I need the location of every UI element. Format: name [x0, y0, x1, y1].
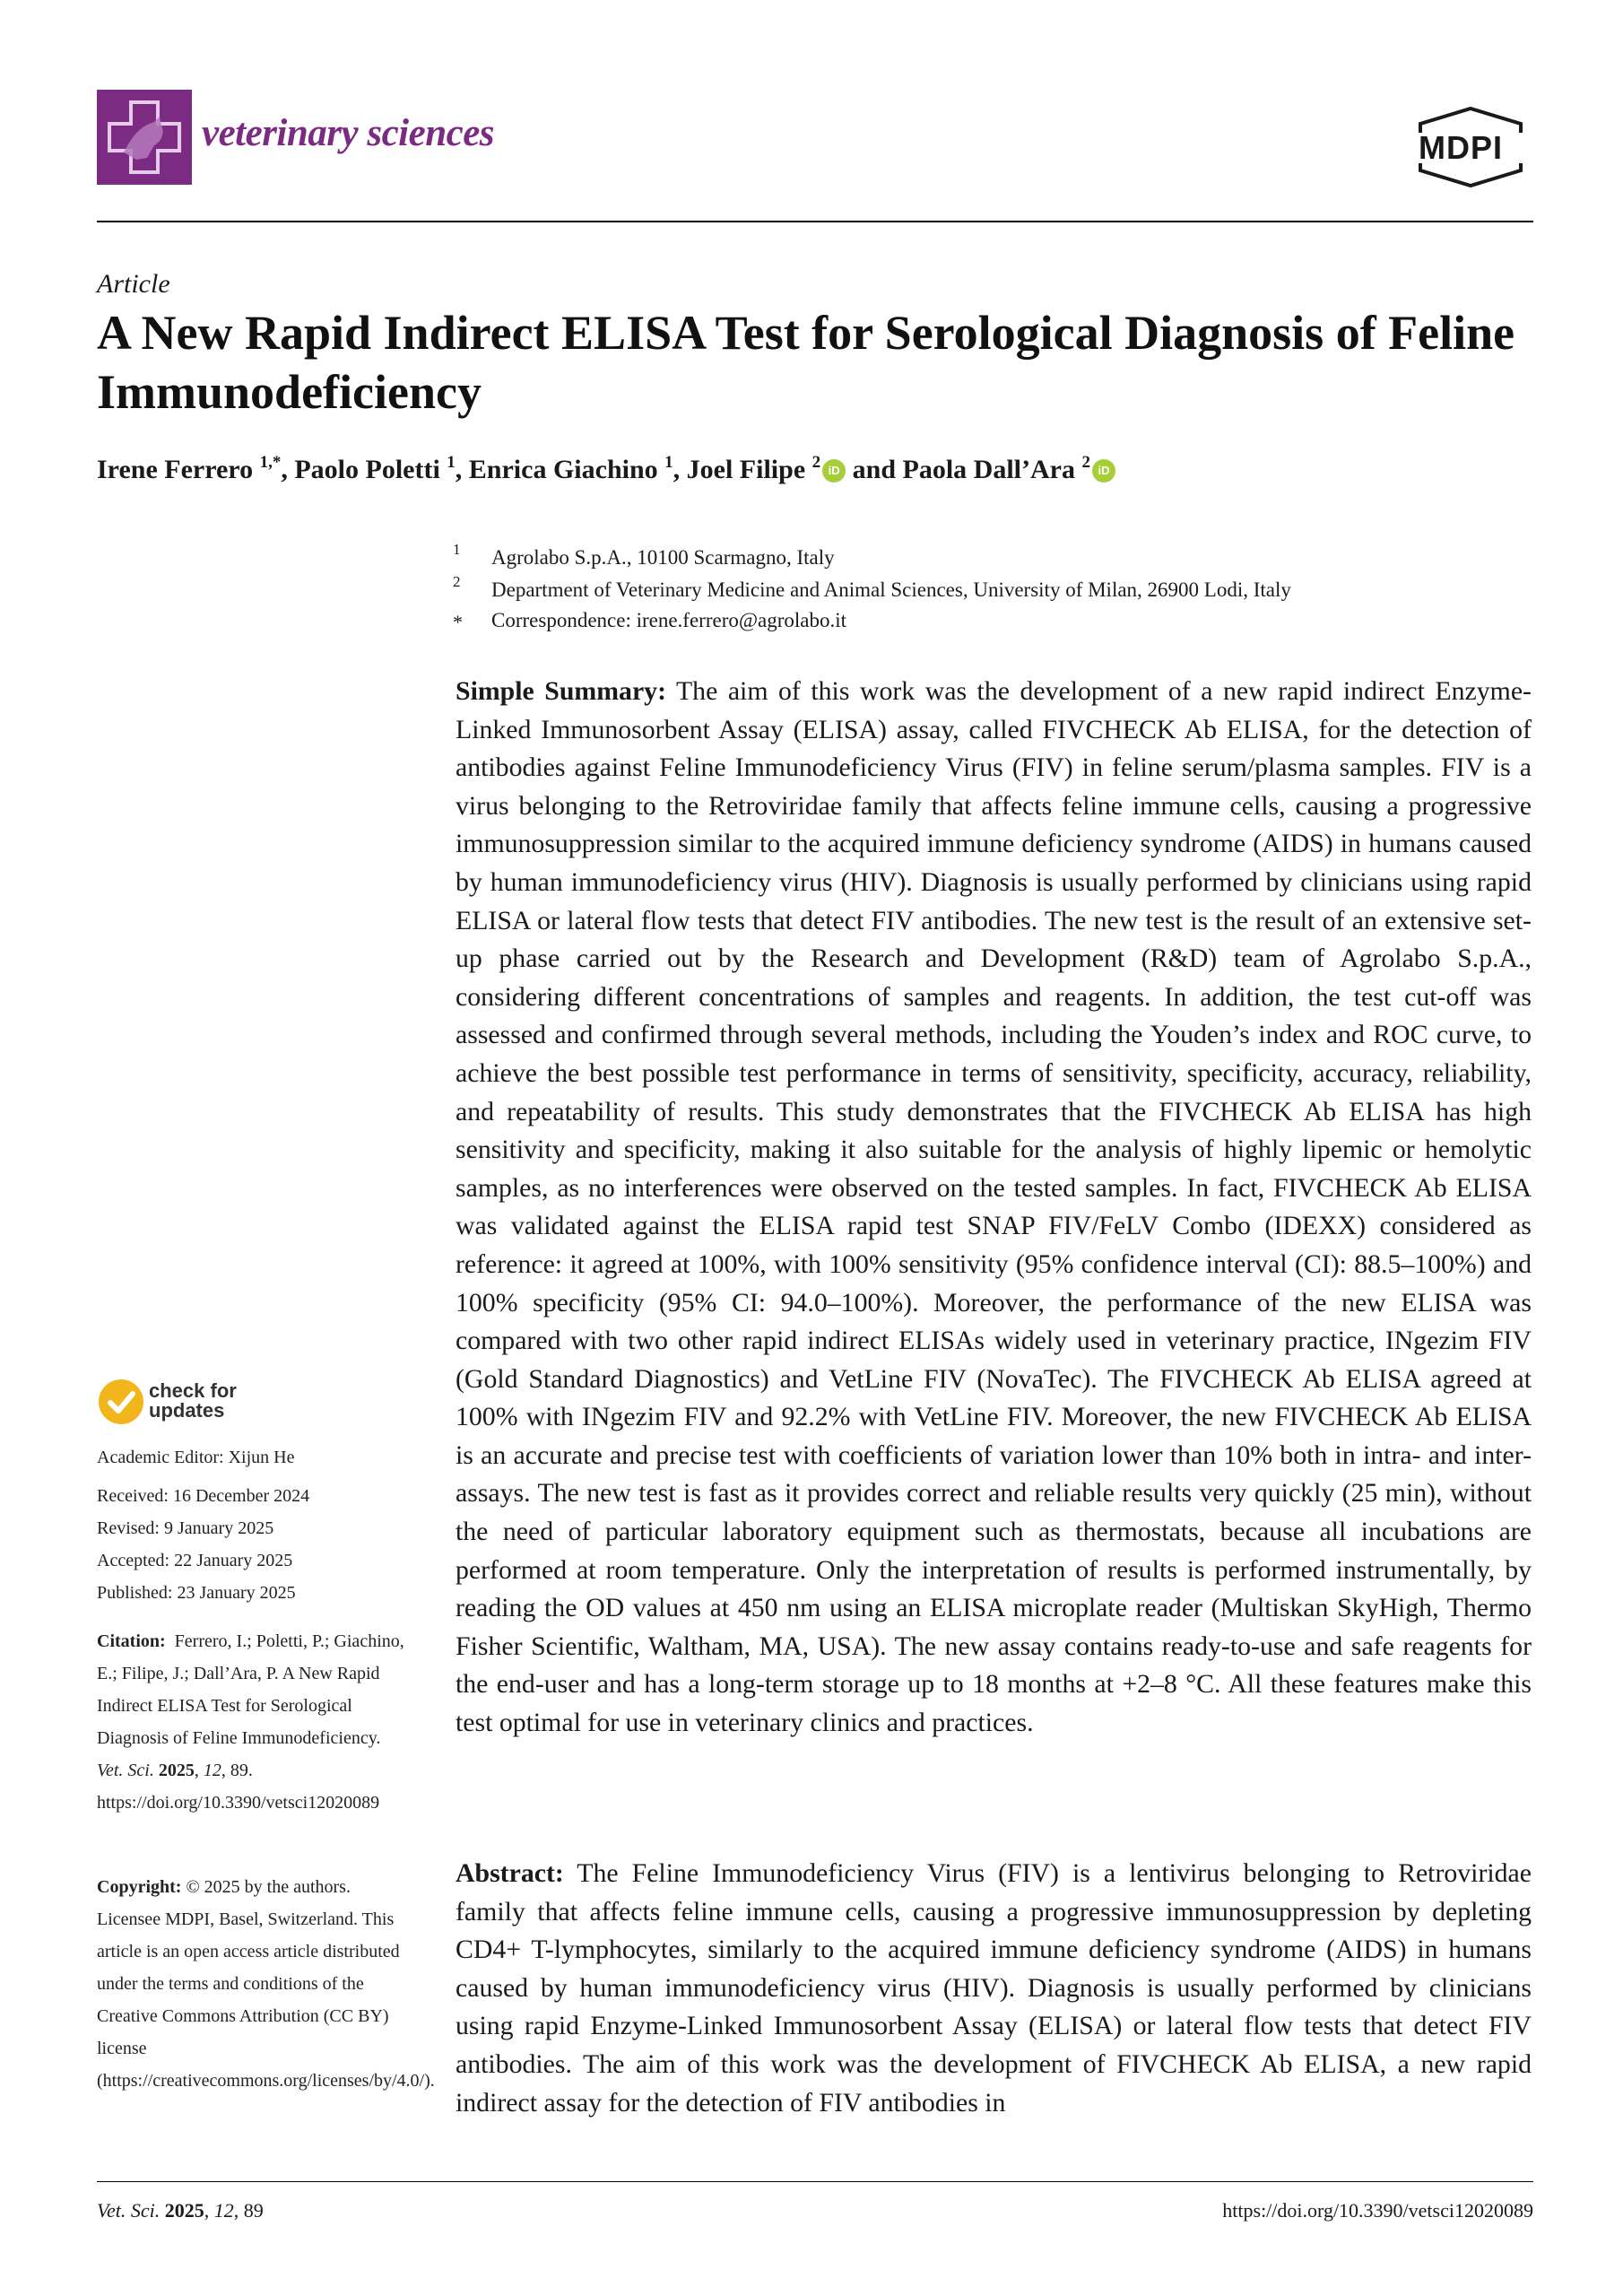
check-updates-icon	[97, 1378, 145, 1426]
author-affiliation-mark: 2	[1081, 453, 1090, 472]
copyright-label: Copyright:	[97, 1877, 182, 1897]
check-updates-label	[149, 1381, 237, 1421]
check-updates-line1: check for	[149, 1379, 237, 1402]
footer-journal: Vet. Sci.	[97, 2199, 161, 2222]
author-separator: ,	[673, 455, 687, 484]
orcid-icon[interactable]: iD	[822, 459, 846, 483]
affiliation-mark: 2	[453, 573, 461, 590]
received-date: Received: 16 December 2024	[97, 1486, 310, 1506]
journal-cross-icon	[97, 90, 192, 185]
article-title: A New Rapid Indirect ELISA Test for Serological Diagnosis of Feline Immunodeficiency	[97, 306, 1515, 419]
citation-doi[interactable]: , 89. https://doi.org/10.3390/vetsci12020089	[97, 1761, 380, 1813]
footer-year: 2025	[164, 2199, 204, 2222]
citation-volume: 12	[203, 1761, 221, 1780]
correspondence-mark: *	[453, 611, 463, 633]
citation-year: 2025	[158, 1761, 195, 1780]
published-date: Published: 23 January 2025	[97, 1583, 296, 1603]
citation-text: Ferrero, I.; Poletti, P.; Giachino, E.; Filipe, J.; Dall’Ara, P. A New Rapid Indirect ELISA Test for Serological Diagnosis of Feline Immunodeficiency.	[97, 1631, 404, 1748]
orcid-icon[interactable]: iD	[1092, 459, 1115, 483]
check-for-updates-badge[interactable]	[97, 1378, 258, 1431]
footer-citation: Vet. Sci. 2025, 12, 89	[97, 2199, 264, 2222]
header-rule	[97, 221, 1533, 222]
article-type: Article	[97, 269, 170, 299]
author-name: Paola Dall’Ara	[902, 455, 1082, 484]
correspondence-text: Correspondence: irene.ferrero@agrolabo.it	[491, 609, 847, 631]
footer-rule	[97, 2181, 1533, 2182]
simple-summary-text: The aim of this work was the development of a new rapid indirect Enzyme-Linked Immunosorbent Assay (ELISA) assay, called FIVCHECK Ab ELISA, for the detection of antibodies against Feline Immunodeficiency Virus (FIV) in feline serum/plasma samples. FIV is a virus belonging to the Retroviridae family that affects feline immune cells, causing a progressive immunosuppression similar to the acquired immune deficiency syndrome (AIDS) in humans caused by human immunodeficiency virus (HIV). Diagnosis is usually performed by clinicians using rapid ELISA or lateral flow tests that detect FIV antibodies. The new test is the result of an extensive set-up phase carried out by the Research and Development (R&D) team of Agrolabo S.p.A., considering different concentrations of samples and reagents. In addition, the test cut-off was assessed and confirmed through several methods, including the Youden’s index and ROC curve, to achieve the best possible test performance in terms of sensitivity, specificity, accuracy, reliability, and repeatability of results. This study demonstrates that the FIVCHECK Ab ELISA has high sensitivity and specificity, making it also suitable for the analysis of highly lipemic or hemolytic samples, as no interferences were observed on the tested samples. In fact, FIVCHECK Ab ELISA was validated against the ELISA rapid test SNAP FIV/FeLV Combo (IDEXX) considered as reference: it agreed at 100%, with 100% sensitivity (95% confidence interval (CI): 88.5–100%) and 100% specificity (95% CI: 94.0–100%). Moreover, the performance of the new ELISA was compared with two other rapid indirect ELISAs widely used in veterinary practice, INgezim FIV (Gold Standard Diagnostics) and VetLine FIV (NovaTec). The FIVCHECK Ab ELISA agreed at 100% with INgezim FIV and 92.2% with VetLine FIV. Moreover, the new FIVCHECK Ab ELISA is an accurate and precise test with coefficients of variation lower than 10% both in intra- and inter-assays. The new test is fast as it provides correct and reliable results very quickly (25 min), without the need of particular laboratory equipment such as thermostats, because all incubations are performed at room temperature. Only the interpretation of results is performed instrumentally, by reading the OD values at 450 nm using an ELISA microplate reader (Multiskan SkyHigh, Thermo Fisher Scientific, Waltham, MA, USA). The new assay contains ready-to-use and safe reagents for the end-user and has a long-term storage up to 18 months at +2–8 °C. All these features make this test optimal for use in veterinary clinics and practices.	[456, 676, 1532, 1738]
footer-article-number: 89	[243, 2199, 264, 2222]
author-name: Joel Filipe	[686, 455, 812, 484]
check-updates-line2: updates	[149, 1399, 225, 1422]
author-separator: ,	[455, 455, 469, 484]
revised-date: Revised: 9 January 2025	[97, 1518, 274, 1538]
affiliation-text: Department of Veterinary Medicine and Animal Sciences, University of Milan, 26900 Lodi, Italy	[491, 578, 1291, 601]
journal-name: veterinary sciences	[202, 112, 495, 154]
citation-label: Citation:	[97, 1631, 166, 1651]
academic-editor: Academic Editor: Xijun He	[97, 1448, 295, 1467]
simple-summary-label: Simple Summary:	[456, 676, 666, 706]
copyright-text: © 2025 by the authors. Licensee MDPI, Basel, Switzerland. This article is an open access article distributed under the terms and conditions of the Creative Commons Attribution (CC BY) license (https://creativecommons.org/licenses/by/4.0/).	[97, 1877, 435, 2091]
author-separator: and	[846, 455, 903, 484]
footer-doi[interactable]: https://doi.org/10.3390/vetsci12020089	[1222, 2199, 1533, 2222]
author-affiliation-mark: 1	[664, 453, 673, 472]
author-list	[97, 453, 1115, 485]
simple-summary	[456, 673, 1532, 1743]
author-separator: ,	[281, 455, 295, 484]
abstract-text: The Feline Immunodeficiency Virus (FIV) is a lentivirus belonging to Retroviridae family that affects feline immune cells, causing a progressive immunosuppression by depleting CD4+ T-lymphocytes, similarly to the acquired immune deficiency syndrome (AIDS) in humans caused by human immunodeficiency virus (HIV). Diagnosis is usually performed by clinicians using rapid Enzyme-Linked Immunosorbent Assay (ELISA) or lateral flow tests that detect FIV antibodies. The aim of this work was the development of FIVCHECK Ab ELISA, a new rapid indirect assay for the detection of FIV antibodies in	[456, 1858, 1532, 2118]
author-affiliation-mark: 2	[812, 453, 821, 472]
mdpi-logo	[1413, 106, 1528, 188]
abstract	[456, 1855, 1532, 2122]
mdpi-logo-text: MDPI	[1419, 129, 1503, 166]
author-name: Paolo Poletti	[294, 455, 447, 484]
journal-logo	[97, 90, 192, 185]
affiliation-mark: 1	[453, 541, 461, 558]
citation: Citation: Ferrero, I.; Poletti, P.; Giachino, E.; Filipe, J.; Dall’Ara, P. A New Rapid Indirect ELISA Test for Serological Diagnosis of Feline Immunodeficiency. Vet. Sci. 2025, 12, 89. https://doi.org/10.3390/vetsci12020089	[97, 1631, 404, 1813]
footer-volume: 12	[213, 2199, 234, 2222]
copyright	[97, 1871, 435, 2097]
author-name: Irene Ferrero	[97, 455, 260, 484]
author-name: Enrica Giachino	[468, 455, 665, 484]
author-affiliation-mark: 1	[447, 453, 456, 472]
accepted-date: Accepted: 22 January 2025	[97, 1551, 293, 1570]
affiliation-text: Agrolabo S.p.A., 10100 Scarmagno, Italy	[491, 546, 835, 569]
author-affiliation-mark: 1,*	[259, 453, 282, 472]
citation-journal: Vet. Sci.	[97, 1761, 154, 1780]
abstract-label: Abstract:	[456, 1858, 564, 1888]
